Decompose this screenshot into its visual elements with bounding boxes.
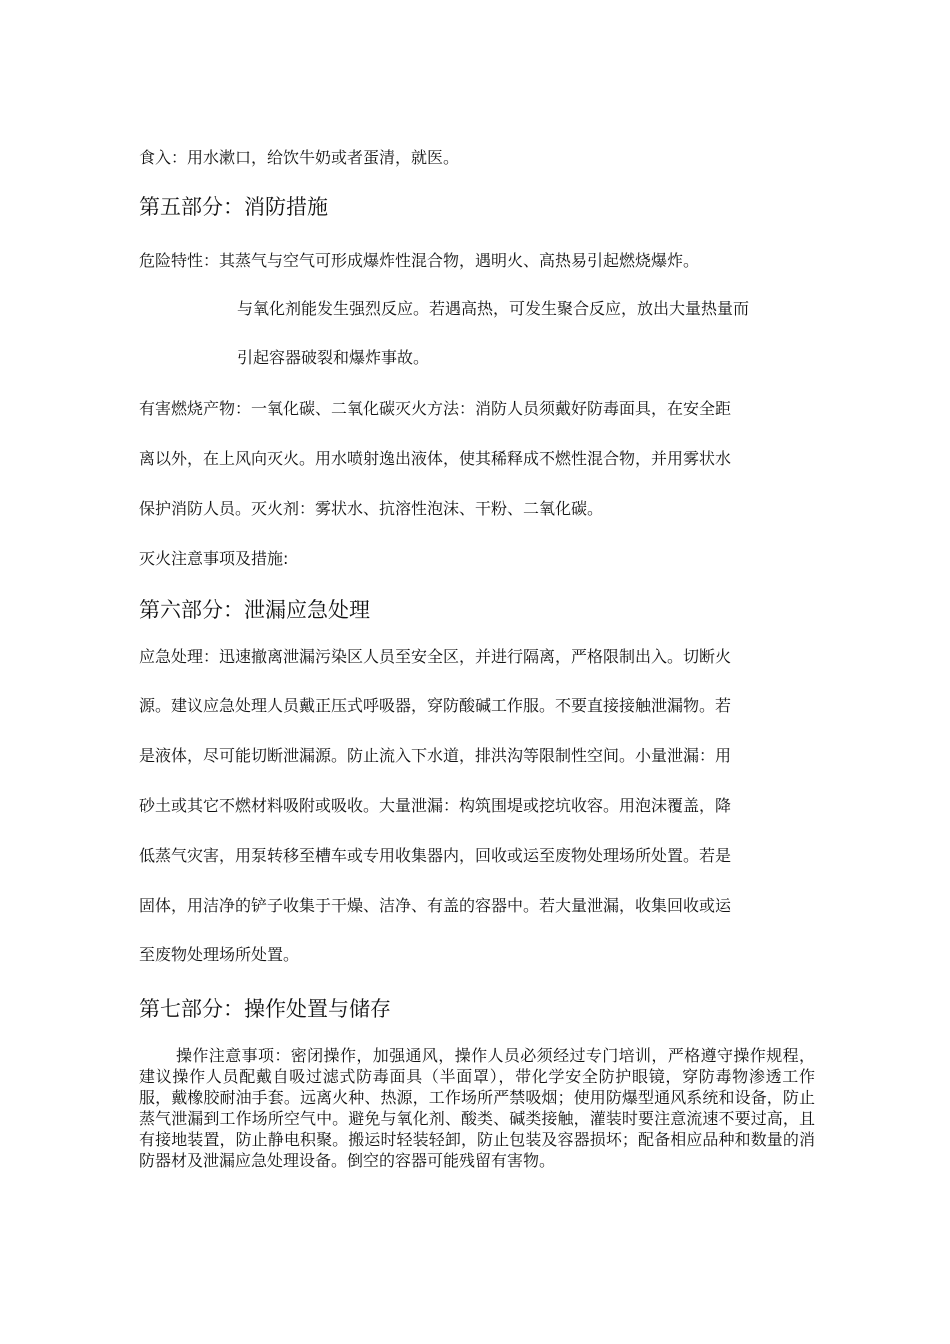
leak-line-1: 应急处理：迅速撤离泄漏污染区人员至安全区，并进行隔离，严格限制出入。切断火: [139, 647, 732, 666]
leak-line-7: 至废物处理场所处置。: [139, 945, 300, 964]
leak-line-5: 低蒸气灾害，用泵转移至槽车或专用收集器内，回收或运至废物处理场所处置。若是: [139, 846, 732, 865]
hazard-line-3: 引起容器破裂和爆炸事故。: [237, 348, 430, 367]
leak-line-4: 砂土或其它不燃材料吸附或吸收。大量泄漏：构筑围堤或挖坑收容。用泡沫覆盖，降: [139, 796, 732, 815]
ingestion-text: 食入：用水漱口，给饮牛奶或者蛋清，就医。: [139, 148, 460, 167]
leak-line-3: 是液体，尽可能切断泄漏源。防止流入下水道，排洪沟等限制性空间。小量泄漏：用: [139, 746, 732, 765]
combustion-line-3: 保护消防人员。灭火剂：雾状水、抗溶性泡沫、干粉、二氧化碳。: [139, 499, 604, 518]
section-5-title: 第五部分：消防措施: [139, 195, 328, 219]
leak-line-2: 源。建议应急处理人员戴正压式呼吸器，穿防酸碱工作服。不要直接接触泄漏物。若: [139, 696, 732, 715]
section-7-title: 第七部分：操作处置与储存: [139, 997, 391, 1021]
combustion-line-1: 有害燃烧产物：一氧化碳、二氧化碳灭火方法：消防人员须戴好防毒面具，在安全距: [139, 399, 732, 418]
leak-line-6: 固体，用洁净的铲子收集于干燥、洁净、有盖的容器中。若大量泄漏，收集回收或运: [139, 896, 732, 915]
handling-paragraph: 操作注意事项：密闭操作，加强通风，操作人员必须经过专门培训，严格遵守操作规程，建议操作人员配戴自吸过滤式防毒面具（半面罩），带化学安全防护眼镜，穿防毒物渗透工作服，戴橡胶耐油手套。远离火种、热源，工作场所严禁吸烟；使用防爆型通风系统和设备，防止蒸气泄漏到工作场所空气中。避免与氧化剂、酸类、碱类接触，灌装时要注意流速不要过高，且有接地装置，防止静电积聚。搬运时轻装轻卸，防止包装及容器损坏；配备相应品种和数量的消防器材及泄漏应急处理设备。倒空的容器可能残留有害物。: [139, 1046, 815, 1170]
fire-notes-label: 灭火注意事项及措施:: [139, 549, 289, 568]
hazard-line-1: 危险特性：其蒸气与空气可形成爆炸性混合物，遇明火、高热易引起燃烧爆炸。: [139, 251, 700, 270]
combustion-line-2: 离以外，在上风向灭火。用水喷射逸出液体，使其稀释成不燃性混合物，并用雾状水: [139, 449, 732, 468]
hazard-line-2: 与氧化剂能发生强烈反应。若遇高热，可发生聚合反应，放出大量热量而: [237, 299, 750, 318]
section-6-title: 第六部分：泄漏应急处理: [139, 598, 370, 622]
